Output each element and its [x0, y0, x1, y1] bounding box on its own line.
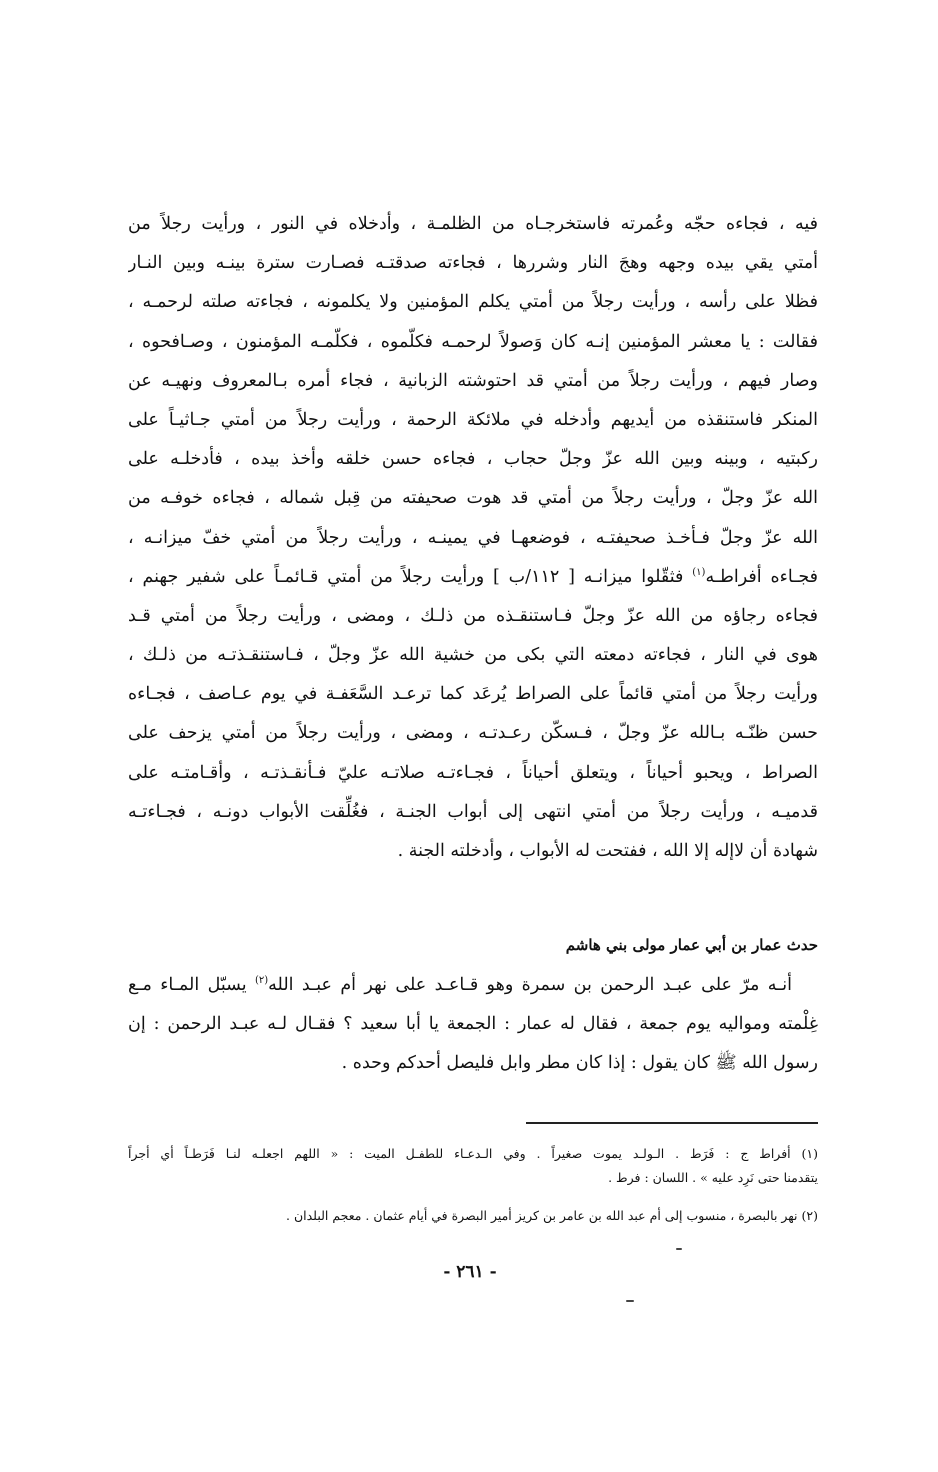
- footnote-ref-2[interactable]: (٢): [254, 975, 269, 987]
- body-line: فيه ، فجاءه حجّه وعُمرته فاستخرجـاه من الظلمـة ، وأدخلاه في النور ، ورأيت رجلاً من: [128, 214, 818, 234]
- body-line-start: فجـاءه أفراطـه: [705, 566, 818, 587]
- page-number: - ٢٦١ -: [443, 1262, 497, 1282]
- body-line: وصار فيهم ، ورأيت رجلاً من أمتي قد احتوشته الزبانية ، فجاء أمره بـالمعروف ونهيـه عن: [128, 370, 818, 391]
- body-line: فظلا على رأسه ، ورأيت رجلاً من أمتي يكلم المؤمنين ولا يكلمونه ، فجاءته صلته لرحمـه ،: [128, 292, 818, 313]
- hadith-line-last: رسول الله ﷺ كان يقول : إذا كان مطر وابل فليصل أحدكم وحده .: [341, 1053, 818, 1074]
- hadith-line: غِلْمته ومواليه يوم جمعة ، فقال له عمار : الجمعة يا أبا سعيد ؟ فقـال لـه عبـد الرحمن : إن: [128, 1014, 818, 1035]
- footnote-1: (١) أفراط ج : فَرَط . الـولـد يموت صغيراً . وفي الـدعـاء للطفـل الميت : « اللهم اجعلـه لنـا فَرَطـاً أي أجراً: [128, 1146, 818, 1161]
- hadith-line-with-note: [128, 966, 818, 1005]
- body-line: المنكر فاستنقذه من أيديهم وأدخله في ملائكة الرحمة ، ورأيت رجلاً من أمتي جـاثيـاً على: [128, 409, 818, 430]
- body-line: قدميـه ، ورأيت رجلاً من أمتي انتهى إلى أبواب الجنـة ، فغُلِّقت الأبواب دونـه ، فجـاءتـه: [128, 801, 818, 822]
- body-line-with-note: [128, 558, 818, 597]
- main-text-block: [128, 205, 818, 871]
- body-line: ركبتيه ، وبينه وبين الله عزّ وجلّ حجاب ، فجاءه حسن خلقه وأخذ بيده ، فأدخلـه على: [128, 449, 818, 470]
- body-line-last: شهادة أن لاإله إلا الله ، ففتحت له الأبواب ، وأدخلته الجنة .: [397, 841, 818, 861]
- body-line: الله عزّ وجلّ ، ورأيت رجلاً من أمتي قد هوت صحيفته من قِبل شماله ، فجاءه خوفـه من: [128, 488, 818, 509]
- footnotes-block: [128, 1142, 818, 1228]
- body-line: حسن ظنّـه بـالله عزّ وجلّ ، فـسكّن رعـدتـه ، ومضى ، ورأيت رجلاً من أمتي يزحف على: [128, 723, 818, 744]
- body-line: الصراط ، ويحبو أحياناً ، ويتعلق أحياناً ، فجـاءتـه صلاتـه عليّ فـأنقـذتـه ، وأقـامتـه على: [128, 762, 818, 783]
- scan-speck: [676, 1248, 682, 1250]
- scan-speck: [626, 1300, 634, 1302]
- body-line: أمتي يقي بيده وجهه وهجَ النار وشررها ، فجاءته صدقتـه فصـارت سترة بينـه وبين النـار: [128, 253, 818, 274]
- body-line-end: فثقّلوا ميزانـه [ ١١٢/ب ] ورأيت رجلاً من أمتي قـائمـاً على شفير جهنم ،: [128, 566, 693, 587]
- body-line: فقالت : يا معشر المؤمنين إنـه كان وَصولاً لرحمـه فكلّموه ، فكلّمـه المؤمنون ، وصـافحوه ،: [128, 331, 818, 352]
- hadith-line-start: أنـه مرّ على عبـد الرحمن بن سمرة وهو قـاعـد على نهر أم عبـد الله: [268, 975, 792, 995]
- body-line: ورأيت رجلاً من أمتي قائماً على الصراط يُرعَد كما ترعـد السَّعَفـة في يوم عـاصف ، فجـاءه: [128, 684, 818, 705]
- body-line: الله عزّ وجلّ فـأخـذ صحيفتـه ، فوضعهـا في يمينـه ، ورأيت رجلاً من أمتي خفّ ميزانـه ،: [128, 527, 818, 548]
- footnote-ref-1[interactable]: (١): [692, 566, 706, 578]
- body-line: هوى في النار ، فجاءته دمعته التي بكى من خشية الله عزّ وجلّ ، فـاستنقـذتـه من ذلـك ،: [128, 645, 818, 666]
- section-heading: حدث عمار بن أبي عمار مولى بني هاشم: [565, 936, 818, 954]
- footnote-1-continued: يتقدمنا حتى نَرِد عليه » . اللسان : فرط .: [608, 1170, 818, 1185]
- footnote-separator: [526, 1122, 818, 1124]
- footnote-2: (٢) نهر بالبصرة ، منسوب إلى أم عبد الله بن عامر بن كريز أمير البصرة في أيام عثمان . معجم البلدان .: [286, 1208, 818, 1223]
- hadith-text-block: [128, 966, 818, 1084]
- hadith-line-end: يسبّل المـاء مـع: [128, 975, 255, 995]
- body-line: فجاءه رجاؤه من الله عزّ وجلّ فـاستنقـذه من ذلـك ، ومضى ، ورأيت رجلاً من أمتي قـد: [128, 605, 818, 626]
